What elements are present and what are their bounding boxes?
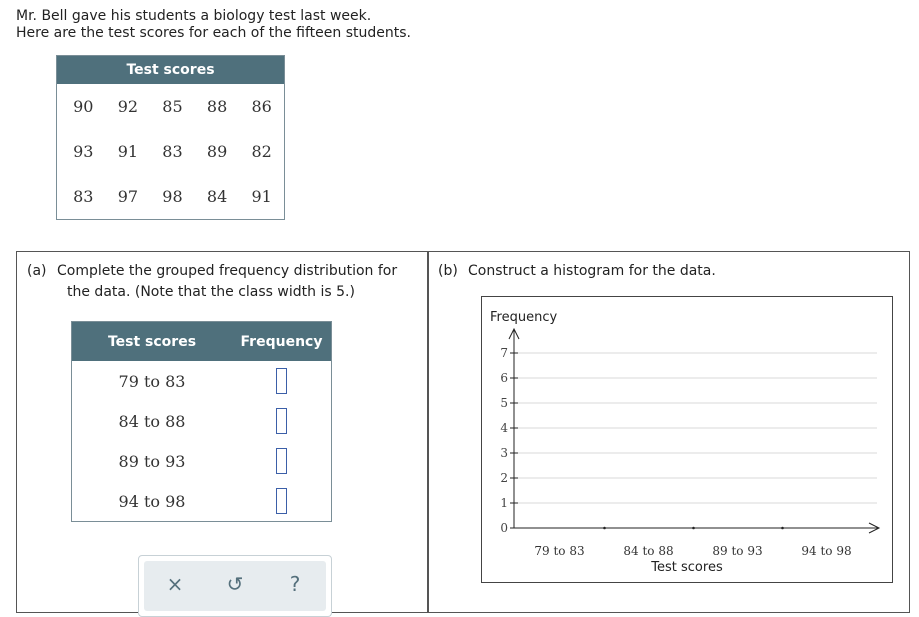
y-tick-label: 7 xyxy=(500,346,508,360)
y-tick-label: 4 xyxy=(500,421,508,435)
table-row xyxy=(72,481,331,521)
part-b-panel xyxy=(427,251,910,613)
score-cell: 86 xyxy=(251,97,272,116)
table-row xyxy=(57,129,284,174)
x-boundary-dot xyxy=(692,527,695,530)
y-axis-label: Frequency xyxy=(490,310,558,325)
undo-icon: ↺ xyxy=(226,572,244,596)
x-axis-label: Test scores xyxy=(651,560,723,575)
score-cell: 84 xyxy=(206,187,228,206)
part-b-prompt xyxy=(438,261,716,282)
score-cell: 97 xyxy=(117,187,139,206)
score-cell: 92 xyxy=(117,97,139,116)
frequency-input-94-98[interactable] xyxy=(276,488,287,514)
table-row xyxy=(57,84,284,129)
y-tick-label: 1 xyxy=(500,496,508,510)
frequency-table xyxy=(71,321,332,522)
table-row xyxy=(72,361,331,401)
x-boundary-dot xyxy=(603,527,606,530)
class-label: 84 to 88 xyxy=(118,411,186,431)
score-cell: 83 xyxy=(162,142,183,161)
test-scores-header: Test scores xyxy=(57,56,284,84)
help-button[interactable] xyxy=(280,569,310,599)
part-b-prompt-text: Construct a histogram for the data. xyxy=(468,263,716,279)
x-tick-label: 89 to 93 xyxy=(712,544,763,558)
score-cell: 83 xyxy=(73,187,94,206)
y-tick-label: 3 xyxy=(500,446,508,460)
x-tick-label: 79 to 83 xyxy=(534,544,585,558)
undo-button[interactable] xyxy=(220,569,250,599)
part-b-tag: (b) xyxy=(438,263,458,279)
table-row xyxy=(57,174,284,219)
class-label: 94 to 98 xyxy=(118,491,186,511)
y-tick-label: 2 xyxy=(500,471,508,485)
y-tick-label: 5 xyxy=(500,396,508,410)
y-tick-label: 6 xyxy=(500,371,508,385)
help-icon: ? xyxy=(289,572,301,596)
intro-line-1: Mr. Bell gave his students a biology test last week. xyxy=(16,8,372,24)
class-label: 79 to 83 xyxy=(118,371,186,391)
part-a-tag: (a) xyxy=(27,263,47,279)
intro-line-2: Here are the test scores for each of the fifteen students. xyxy=(16,25,411,41)
part-a-panel xyxy=(16,251,429,613)
clear-button[interactable] xyxy=(160,569,190,599)
part-a-prompt-line-1: Complete the grouped frequency distribution for xyxy=(57,263,398,279)
score-cell: 90 xyxy=(73,97,94,116)
table-row xyxy=(72,401,331,441)
frequency-input-89-93[interactable] xyxy=(276,448,287,474)
score-cell: 82 xyxy=(251,142,272,161)
class-label: 89 to 93 xyxy=(118,451,186,471)
x-tick-label: 84 to 88 xyxy=(623,544,674,558)
frequency-table-header xyxy=(72,322,331,361)
test-scores-column-header: Test scores xyxy=(107,333,197,350)
x-boundary-dot xyxy=(781,527,784,530)
part-a-prompt-line-2: the data. (Note that the class width is 5.) xyxy=(67,284,355,300)
score-cell: 85 xyxy=(162,97,183,116)
score-cell: 88 xyxy=(206,97,228,116)
score-cell: 98 xyxy=(162,187,183,206)
x-icon: × xyxy=(166,572,184,596)
table-row xyxy=(72,441,331,481)
test-scores-table xyxy=(56,55,285,220)
intro-text xyxy=(16,8,411,42)
frequency-input-79-83[interactable] xyxy=(276,368,287,394)
score-cell: 91 xyxy=(251,187,272,206)
score-cell: 91 xyxy=(117,142,139,161)
frequency-column-header: Frequency xyxy=(240,333,323,350)
score-cell: 89 xyxy=(206,142,228,161)
y-tick-label: 0 xyxy=(500,521,508,535)
answer-toolbar xyxy=(138,555,332,617)
frequency-input-84-88[interactable] xyxy=(276,408,287,434)
answer-toolbar-inner xyxy=(144,561,326,611)
histogram-canvas[interactable] xyxy=(481,296,893,583)
x-tick-label: 94 to 98 xyxy=(801,544,852,558)
part-a-prompt xyxy=(27,261,397,303)
score-cell: 93 xyxy=(73,142,94,161)
histogram-svg[interactable] xyxy=(482,297,892,582)
